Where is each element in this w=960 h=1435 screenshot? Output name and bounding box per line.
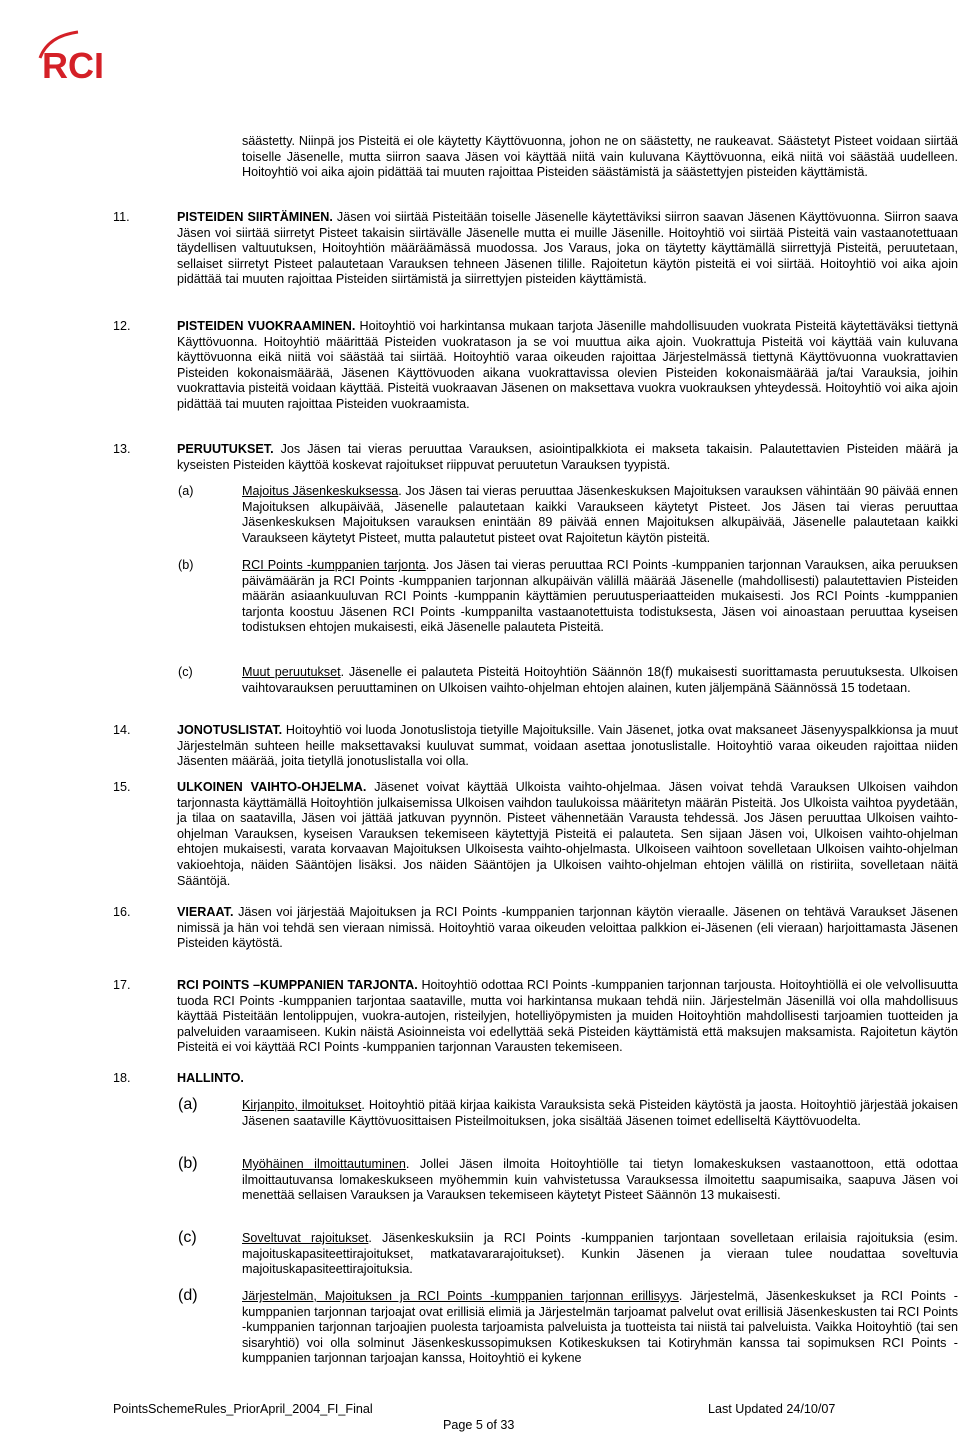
footer-document-name: PointsSchemeRules_PriorApril_2004_FI_Final: [113, 1402, 373, 1416]
section-18: [113, 1071, 958, 1087]
section-17: [113, 978, 958, 1056]
section-text: Jäsen voi järjestää Majoituksen ja RCI Points -kumppanien tarjonnan käytön vieraalle. Jäsenen on tehtävä Varaukset Jäsenen nimissä ja hän voi tehdä sen vieraan nimissä. Hoitoyhtiö varaa oikeuden veloittaa palkkion ei-Jäsenen (eli vieraan) harjoittamasta Jäsenen Pisteiden käytöstä.: [177, 905, 958, 951]
item-label: (c): [178, 665, 193, 679]
item-label: (a): [178, 484, 194, 498]
item-title: Soveltuvat rajoitukset: [242, 1231, 369, 1245]
footer-page-number: Page 5 of 33: [443, 1418, 515, 1432]
section-text: Hoitoyhtiö voi luoda Jonotuslistoja tietyille Majoituksille. Vain Jäsenet, jotka ovat maksaneet Jäsenyyspalkkionsa ja muut Järjestelmän suhteen heille maksettavaksi kuuluvat summat, voidaan asettaa jonotuslistalle. Hoitoyhtiö varaa oikeuden rajoittaa niiden Jäsenten määrää, joita tietyllä jonotuslistalla voi olla.: [177, 723, 958, 769]
section-14: [113, 723, 958, 770]
section-number: 11.: [113, 210, 130, 224]
item-text: . Jäsenelle ei palauteta Pisteitä Hoitoyhtiön Säännön 18(f) mukaisesti suorittamasta peruutuksesta. Ulkoisen vaihtovarauksen peruuttaminen on Ulkoisen vaihto-ohjelman ehtojen alainen, kuten jäljempänä Säännössä 15 todetaan.: [242, 665, 958, 695]
item-title: RCI Points -kumppanien tarjonta: [242, 558, 426, 572]
section-number: 12.: [113, 319, 131, 333]
item-label: (a): [178, 1096, 198, 1113]
section-number: 13.: [113, 442, 131, 456]
cancellation-b: [178, 558, 958, 636]
item-text: . Järjestelmä, Jäsenkeskukset ja RCI Points -kumppanien tarjonnan tarjoajat ovat erillisiä elimiä ja Järjestelmän tarjoamat palvelut ovat erillisiä Jäsenkeskusten tai RCI Points -kumppanien tarjonnan tarjoajien puolesta tarjoamista palveluista ja tuotteista tai niistä tai palveluista. Vaikka Hoitoyhtiö (tai sen sisaryhtiö) voi olla solminut Jäsenkeskussopimuksen Kotikeskuksen tai Kotiryhmän kanssa tai sopimuksen RCI Points -kumppanien tarjonnan tarjoajan kanssa, Hoitoyhtiö ei kykene: [242, 1289, 958, 1366]
item-title: Järjestelmän, Majoituksen ja RCI Points -kumppanien tarjonnan erillisyys: [242, 1289, 679, 1303]
section-12: [113, 319, 958, 413]
item-text: . Hoitoyhtiö pitää kirjaa kaikista Varauksista sekä Pisteiden käytöstä ja jaosta. Hoitoyhtiö järjestää jokaisen Jäsenen saataville Käyttövuosittaisen Pisteilmoituksen, joka sisältää Jäsenen toimet edelliseltä Käyttövuodelta.: [242, 1098, 958, 1128]
cancellation-a: [178, 484, 958, 546]
logo-text: RCI: [42, 45, 104, 84]
item-title: Muut peruutukset: [242, 665, 341, 679]
section-16: [113, 905, 958, 952]
item-title: Myöhäinen ilmoittautuminen: [242, 1157, 406, 1171]
item-label: (c): [178, 1229, 197, 1246]
administration-b: [178, 1157, 958, 1204]
section-number: 14.: [113, 723, 131, 737]
section-number: 18.: [113, 1071, 131, 1085]
section-number: 16.: [113, 905, 131, 919]
section-13: [113, 442, 958, 473]
section-text: Jäsenet voivat käyttää Ulkoista vaihto-ohjelmaa. Jäsen voivat tehdä Varauksen Ulkoisen vaihdon tarjonnasta käyttämällä Hoitoyhtiön julkaisemissa Ulkoisen vaihdon taulukoissa määritetyn määrän Pisteitä. Jos Ulkoista vaihtoa pyydetään, ja tilaa on saatavilla, Jäsen voi jättää jatkuvan pyynnön. Pisteet vähennetään Varausta tehdessä. Jos Jäsen peruuttaa Ulkoisen vaihto-ohjelman Varauksen, kyseisen Varauksen tekemiseen käytettyjä Pisteitä ei palauteta. Sen sijaan Jäsen voi, Ulkoisen vaihto-ohjelman ehtojen mukaisesti, varata korvaavan Majoituksen Ulkoisesta vaihto-ohjelmasta. Ulkoiseen vaihtoon sovelletaan Ulkoisen vaihto-ohjelman vakioehtoja, näiden Sääntöjen lisäksi. Jos näiden Sääntöjen ja Ulkoisen vaihto-ohjelman ehtojen välillä on ristiriita, sovelletaan näitä Sääntöjä.: [177, 780, 958, 888]
item-text: . Jollei Jäsen ilmoita Hoitoyhtiölle tai tietyn lomakeskuksen vastaanottoon, että odottaa ilmoittautuvansa lomakeskukseen myöhemmin kuin vahvistetussa Varauksessa ilmoitettu saapumisaika, saapuva Jäsen voi menettää sellaisen Varauksen ja Varauksen tekemiseen käytetyt Pisteet Säännön 13 mukaisesti.: [242, 1157, 958, 1203]
item-text: . Jäsenkeskuksiin ja RCI Points -kumppanien tarjontaan sovelletaan erilaisia rajoituksia (esim. majoituskapasiteettirajoitukset, matkatavararajoitukset). Kunkin Jäsenen ja vieraan tulee noudattaa soveltuvia majoituskapasiteettirajoituksia.: [242, 1231, 959, 1277]
section-title: HALLINTO.: [177, 1071, 244, 1085]
section-15: [113, 780, 958, 889]
administration-d: [178, 1289, 958, 1367]
item-label: (b): [178, 1155, 198, 1172]
item-label: (b): [178, 558, 194, 572]
section-text: Jos Jäsen tai vieras peruuttaa Varauksen, asiointipalkkiota ei makseta takaisin. Palautettavien Pisteiden määrä ja kyseisten Pisteiden käyttöä koskevat rajoitukset riippuvat peruutetun Varauksen tyypistä.: [177, 442, 958, 472]
item-title: Majoitus Jäsenkeskuksessa: [242, 484, 399, 498]
section-text: Hoitoyhtiö odottaa RCI Points -kumppanien tarjonnan tarjousta. Hoitoyhtiöllä ei ole velvollisuutta tuoda RCI Points -kumppanien tarjontaa saataville, mutta voi harkintansa mukaan tehdä niin. Järjestelmän Jäsenillä voi olla mahdollisuus käyttää Pisteitään lentolippujen, vuokra-autojen, risteilyjen, hotelliyöpymisten ja muiden Hoitoyhtiön mahdollisesti tarjoamien tuotteiden ja palveluiden varaamiseen. Kukin näistä Asioinneista voi edellyttää sekä Pisteiden käyttämistä että maksujen maksamista. Rajoitetun käytön Pisteitä ei voi käyttää RCI Points -kumppanien tarjonnan Varausten tekemiseen.: [177, 978, 958, 1055]
section-title: PISTEIDEN VUOKRAAMINEN.: [177, 319, 356, 333]
section-number: 15.: [113, 780, 131, 794]
section-11: [113, 210, 958, 288]
footer-last-updated: Last Updated 24/10/07: [708, 1402, 836, 1416]
section-title: RCI POINTS –KUMPPANIEN TARJONTA.: [177, 978, 418, 992]
section-title: VIERAAT.: [177, 905, 234, 919]
section-title: ULKOINEN VAIHTO-OHJELMA.: [177, 780, 367, 794]
intro-paragraph: [242, 134, 958, 181]
section-text: Jäsen voi siirtää Pisteitään toiselle Jäsenelle käytettäviksi siirron saavan Jäsenen Käyttövuonna. Siirron saava Jäsen voi siirtää siirretyt Pisteet takaisin siirtävälle Jäsenelle mutta ei muille Jäsenille. Hoitoyhtiö voi siirtää Pisteitä vain vastaanotettuaan täydellisen valtuutuksen, Hoitoyhtiön määräämässä muodossa. Jos Varaus, joka on täytetty käyttämällä siirrettyjä Pisteitä, peruutetaan, sellaiset siirretyt Pisteet palautetaan Varauksen tehneen Jäsenen tilille. Rajoitetun käytön pisteitä ei voi siirtää. Hoitoyhtiö voi aika ajoin pidättää tai muuten rajoittaa Pisteiden siirtämistä ja siirrettyjen pisteiden käyttämistä.: [177, 210, 959, 287]
section-text: Hoitoyhtiö voi harkintansa mukaan tarjota Jäsenille mahdollisuuden vuokrata Pisteitä käytettäväksi tiettynä Käyttövuonna. Hoitoyhtiö määrittää Pisteiden vuokratason ja se voi muuttua aika ajoin. Vuokrattuja Pisteitä voi käyttää vain kuluvana käyttövuonna eikä niitä voi säästää tai siirtää. Hoitoyhtiö varaa oikeuden rajoittaa Järjestelmässä tiettynä Käyttövuonna vuokrattavien Pisteiden kokonaismäärää, Jäsenen Käyttövuoden aikana vuokrattavissa olevien Pisteiden kokonaismäärää ja/tai Varauksia, joihin vuokrattavia pisteitä voidaan käyttää. Pisteitä vuokraavan Jäsenen on maksettava vuokra vuokrauksen yhteydessä. Hoitoyhtiö voi aika ajoin pidättää tai muuten rajoittaa Pisteiden vuokraamista.: [177, 319, 958, 411]
item-text: . Jos Jäsen tai vieras peruuttaa RCI Points -kumppanien tarjonnan Varauksen, aika peruuksen päivämäärän ja RCI Points -kumppanien tarjonnan alkupäivän välillä määrää Jäsenelle (mahdollisesti) palautettavien Pisteiden määrän asiaankuuluvan RCI Points -kumppanin käyttämien peruutusperiaatteiden mukaisesti. Jos RCI Points -kumppanien tarjonta koostuu Jäsenen RCI Points -kumppanilta vastaanotettuista todistuksesta, Jäsen voi ainoastaan peruuttaa kyseisen todistuksen ehtojen mukaisesti, eikä Jäsenelle palauteta Pisteitä.: [242, 558, 958, 635]
section-title: PERUUTUKSET.: [177, 442, 274, 456]
section-title: JONOTUSLISTAT.: [177, 723, 283, 737]
cancellation-c: [178, 665, 958, 696]
intro-text: säästetty. Niinpä jos Pisteitä ei ole käytetty Käyttövuonna, johon ne on säästetty, ne raukeavat. Säästetyt Pisteet voidaan siirtää toiselle Jäsenelle, mutta siirron saava Jäsen voi käyttää niitä vain kuluvana Käyttövuonna, eikä niitä voi säästää uudelleen. Hoitoyhtiö voi aika ajoin pidättää tai muuten rajoittaa Pisteiden säästämistä ja säästettyjen pisteiden käyttämistä.: [242, 134, 958, 180]
administration-c: [178, 1231, 958, 1278]
section-number: 17.: [113, 978, 131, 992]
rci-logo: [38, 28, 138, 84]
item-text: . Jos Jäsen tai vieras peruuttaa Jäsenkeskuksen Majoituksen varauksen vähintään 90 päivää ennen Majoituksen alkupäivää, Jäsenelle palautetaan kaikki Varaukseen käytetyt Pisteet. Jos Jäsen tai vieras peruuttaa Jäsenkeskuksen Majoituksen varauksen enintään 89 päivää ennen Majoituksen alkupäivää, Jäsenelle palautetaan kaikki Varaukseen käytetyt Pisteet, mutta palautetut pisteet ovat Rajoitetun käytön pisteitä.: [242, 484, 959, 545]
item-title: Kirjanpito, ilmoitukset: [242, 1098, 362, 1112]
administration-a: [178, 1098, 958, 1129]
item-label: (d): [178, 1287, 198, 1304]
section-title: PISTEIDEN SIIRTÄMINEN.: [177, 210, 333, 224]
